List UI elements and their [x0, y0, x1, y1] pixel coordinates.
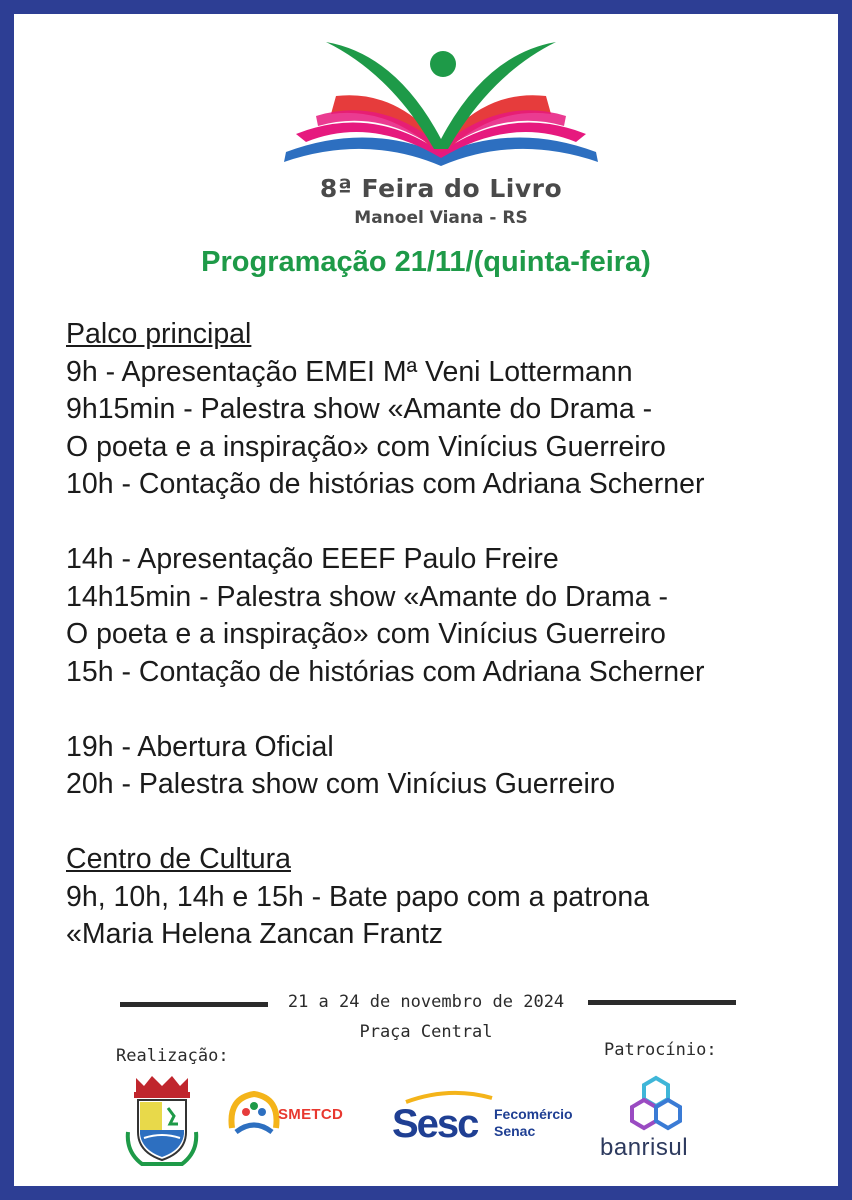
- banrisul-logo-text: banrisul: [600, 1134, 689, 1161]
- program-item: «Maria Helena Zancan Frantz: [66, 918, 444, 950]
- open-book-person-icon: [276, 34, 606, 174]
- program-item: 15h - Contação de histórias com Adriana Scherner: [66, 655, 705, 688]
- program-item: 9h15min - Palestra show «Amante do Drama -: [66, 393, 653, 425]
- program-item: O poeta e a inspiração» com Vinícius Guerreiro: [66, 618, 666, 650]
- book-fair-logo: [276, 34, 606, 234]
- section-title-culture-center: Centro de Cultura: [66, 843, 291, 875]
- spacer: [66, 804, 838, 842]
- senac-label: Senac: [494, 1123, 536, 1139]
- program-item: 9h, 10h, 14h e 15h - Bate papo com a patrona: [66, 880, 650, 913]
- program-item: O poeta e a inspiração» com Vinícius Guerreiro: [66, 430, 666, 463]
- flyer-page: [14, 14, 838, 1186]
- logo-title: 8ª Feira do Livro: [319, 174, 563, 203]
- event-place: Praça Central: [359, 1022, 493, 1042]
- fecomercio-label: Fecomércio: [494, 1106, 573, 1122]
- program-heading: Programação 21/11/(quinta-feira): [201, 246, 651, 278]
- sesc-logo-text: Sesc: [392, 1102, 478, 1146]
- banrisul-hexagons-icon: [624, 1074, 688, 1132]
- program-item: 14h - Apresentação EEEF Paulo Freire: [66, 543, 559, 575]
- section-title-main-stage: Palco principal: [66, 318, 252, 350]
- fecomercio-senac-text: [494, 1106, 573, 1140]
- program-item: 9h - Apresentação EMEI Mª Veni Lottermann: [66, 355, 633, 388]
- smetcd-logo-text: SMETCD: [278, 1106, 344, 1123]
- logo-subtitle: Manoel Viana - RS: [354, 208, 528, 228]
- program-list: [66, 316, 838, 954]
- event-dates: 21 a 24 de novembro de 2024: [287, 992, 565, 1012]
- coat-of-arms-icon: [122, 1072, 202, 1168]
- realizacao-label: Realização:: [116, 1046, 229, 1066]
- spacer: [66, 504, 838, 542]
- program-item: 10h - Contação de histórias com Adriana Scherner: [66, 468, 705, 500]
- patrocinio-label: Patrocínio:: [604, 1040, 717, 1060]
- spacer: [66, 691, 838, 729]
- program-item: 14h15min - Palestra show «Amante do Drama -: [66, 580, 668, 613]
- smetcd-logo-icon: [224, 1088, 284, 1144]
- program-item: 19h - Abertura Oficial: [66, 730, 334, 763]
- program-item: 20h - Palestra show com Vinícius Guerreiro: [66, 768, 616, 800]
